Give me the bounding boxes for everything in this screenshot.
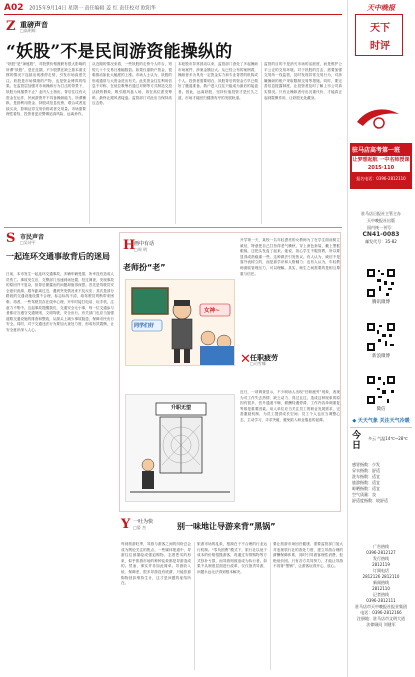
publisher-info [350, 210, 412, 245]
weather-index: 穿衣指数：舒适 [352, 468, 380, 473]
cartoon-speech-bubble: 同学们好 [134, 323, 155, 329]
weather-index: 晾晒指数：适宜 [352, 486, 380, 491]
ad-phone: 报名电话：0396-2812110 [356, 176, 406, 181]
teacher-cartoon-image [125, 279, 235, 366]
qr-code-icon[interactable] [366, 268, 396, 298]
contact-line: 0396-2812111 [366, 598, 396, 603]
mid2-article-body: 近日，一项调查显示，不少职场人出现“任职疲劳”现象，表现为对工作失去热情、缺乏动力、得过且过。造成这种现象的原因有很多，晋升通道不畅、薪酬待遇停滞、工作内容单调重复等都是重要因素。用人单位应当关注员工的职业发展需求，完善激励机制，为员工提供成长空间；员工个人也应当调整心态，主动学习，寻求突破，避免陷入职业倦怠的泥潭。 [240, 390, 340, 422]
section-headline: 一起连环交通事故背后的迷局 [6, 251, 110, 261]
section-author: □高明辉 [20, 28, 36, 33]
ad-slogan: 让梦想起航 一中名师授课 2015·110 [352, 157, 410, 171]
main-headline: “妖股”不是民间游资能操纵的 [6, 42, 233, 62]
section-bottom-label [121, 517, 341, 539]
contact-line: 法律顾问 刘建军 [366, 622, 396, 627]
cartoon-sign: 升职无望 [170, 405, 191, 411]
weather-day: 今日 [352, 431, 362, 451]
contact-line: 记者热线 [373, 592, 389, 597]
mid-article-body: 开学第一天，某校一名年轻漂亮的女教师为了在学生面前树立威信，特意把自己打扮得老气横秋，穿上深色套装，戴上黑框眼镜，还把头发盘了起来。她说，担心学生不服管教，所以要显得成熟稳重一些。这种做法引发热议。有人认为，威信不是靠外表树立的，而是靠学识和人格魅力；也有人认为，年轻教师面临管理压力，可以理解。其实，师生之间需要的是相互尊重与信任。 [240, 238, 340, 276]
contact-line: 新闻热线 [373, 580, 389, 585]
weather-index: 感冒指数：少发 [352, 462, 380, 467]
fatigue-cartoon-image [125, 394, 235, 502]
contact-line: 订阅电话 [373, 568, 389, 573]
contact-line: 2812110 [372, 586, 390, 591]
section-marker: S [6, 231, 16, 246]
section-headline: 任职疲劳 [250, 354, 278, 362]
section-author: □周 明 [134, 247, 148, 252]
weather-box [350, 414, 412, 503]
qr-label: 新浪微博 [372, 354, 390, 359]
weather-index: 旅游指数：适宜 [352, 480, 380, 485]
contact-line: 电话：0396-2812166 [360, 610, 402, 615]
contact-line: 发行热线 [373, 556, 389, 561]
contact-line: 2812126 2812110 [362, 574, 400, 579]
page-title-line2: 时评 [370, 41, 390, 52]
section-headline: 别一味地让导游来背“黑锅” [177, 522, 276, 531]
column-divider [270, 542, 271, 670]
fatigue-cartoon-illustration [126, 395, 235, 502]
main-article-col1: “妖股”是“神秘股”，对股票价格涨跌有很大影响的所谓“妖股”，是在近期，不少股票在缺乏基本面支撑的情况下连续出现涨停走势，引发市场高度关注。妖股是市场情绪的产物，也是资金博弈的结果。在监管层加强对市场操纵行为打击的背景下，妖股为何屡禁不止？业内人士指出，背后往往有大资金在运作，民间游资并不具备操纵能力。所谓操纵，是指利用资金、持股或信息优势，联合或者连续买卖，影响证券交易价格或者交易量。市场需要理性看待，投资者更应警惕追高风险，远离炒作。 [6, 62, 86, 117]
column-divider [194, 542, 195, 670]
bottom-article-col2: 旅游市场的乱象，根源在于不合理的行业运行机制。“零负团费”模式下，旅行社以低于成本的价格招揽游客，再通过安排购物等方式弥补亏损，而导游则被迫成为执行者。如果不从制度层面进行改革，仅仅指责导游，问题永远无法得到根本解决。 [197, 542, 267, 574]
publisher-info-line: 驻马店日报社主管主办 [361, 211, 401, 216]
section-mid2-label [240, 352, 340, 386]
left-article-body: 日前，本市发生一起连环交通事故，多辆车辆受损，所幸没有造成人员伤亡。事故发生后，交警部门迅速到场处置，经过调查，发现事故的原因并不复杂，但背后暴露出的问题却值得深思。首先是驾驶员安全意识淡薄，跟车距离过近，遇到突发情况来不及反应；其次是部分路段的交通设施设置不合理，标志标线不清，给驾驶员判断带来困难；再者，一些驾驶员存在侥幸心理，开车时接打电话、玩手机，注意力不集中。这起事故提醒我们，交通安全无小事，每一位交通参与者都应当遵守交通规则，文明驾驶，安全出行。有关部门也应当加强道路交通设施的排查和整改，从源头上减少事故隐患，保障市民出行安全。同时，对于交通违法行为要加大查处力度，形成有效震慑，让安全意识深入人心。 [6, 272, 114, 332]
weather-index: 空气质量：良 [352, 492, 376, 497]
main-article-col4: 监管的目的不是消灭市场的活跃度，而是维护公平公正的交易环境。对于妖股的打击，需要加强交易所一线监管，及时发现异常交易行为，对涉嫌操纵的账户采取限制交易等措施。同时，要完善信息披露制度，让投资者及时了解上市公司真实情况。只有让操纵者付出沉重代价，才能真正起到震慑作用，让妖股无处藏身。 [264, 62, 342, 100]
bottom-article-col1: 每到旅游旺季，导游与游客之间的纠纷总会成为舆论关注的焦点。一些媒体报道中，导游往往被描绘成强迫购物、态度恶劣的形象，似乎旅游市场的种种乱象都是导游造成的。然而，事实并非如此简单。导游收入低、保障差，很多导游没有底薪，只能依靠购物回扣维持生计，这才是问题的症结所在。 [121, 542, 191, 586]
section-title: 一吐为快 [133, 519, 154, 525]
section-marker: Z [6, 19, 16, 34]
section-author: □晏 杰 [133, 525, 147, 530]
section-author: □司雪娜 [250, 361, 266, 366]
column-divider [89, 62, 90, 224]
section-headline: 老师扮“老” [123, 263, 166, 272]
publisher-info-line: CN41-0083 [362, 231, 400, 238]
section-marker-icon: ✕ [240, 352, 251, 367]
section-title: 重磅声音 [20, 21, 48, 29]
contact-line: 广告热线 [373, 544, 389, 549]
contact-listing [350, 544, 412, 628]
main-article-col3: 本轮股市异常波动以来，监管部门查处了多起操纵市场案件，涉案金额巨大。从已经公布的案例看，操纵者多为具有一定资金实力和专业背景的机构或个人。投资者需要明白，妖股背后的资金方早已做好了撤退准备，散户进入往往只能成为最后的接盘者。因此，远离妖股、坚持价值投资才是长久之道，市场才能回归健康有序的发展轨道。 [178, 62, 258, 100]
main-article-col2: 从近期的情况来看，一些妖股的走势令人咋舌，短短几十个交易日涨幅数倍。如果仅靠散户资金，很难推动如此大幅度的上涨。市场人士认为，妖股的形成通常与大资金进出有关。此类资金往往利用信息不对称，在低位吸筹后通过对倒等方式制造交投活跃的假象，吸引跟风盘入场，再在高位派发筹码，最终让跟风者接盘。监管部门对此应当保持高压态势。 [92, 62, 172, 106]
publisher-info-line: 天中晚报社出版 [367, 218, 395, 223]
section-mid-label [123, 238, 203, 274]
section-title: 市民声音 [20, 234, 45, 241]
page-title-line1: 天下 [370, 23, 390, 34]
publisher-info-line: 国内统一刊号： [367, 225, 395, 230]
cartoon-speech-bubble: 女神~ [204, 308, 220, 314]
section-marker: H [123, 238, 136, 253]
qr-label: 腾讯微博 [372, 300, 390, 305]
section-left-label [6, 231, 116, 265]
contact-line: 0396-2812127 [366, 550, 396, 555]
newspaper-brand: 天中晚报 [367, 4, 395, 12]
weather-desc: 多云 气温14℃~28℃ [368, 436, 408, 441]
contact-line: 2812119 [372, 562, 390, 567]
section-divider [4, 227, 342, 228]
qr-code-icon[interactable] [366, 375, 396, 405]
column-divider [175, 62, 176, 224]
header-rule [4, 14, 342, 15]
qr-code-icon[interactable] [366, 322, 396, 352]
section-top-label [6, 19, 126, 33]
page-number: A02 [4, 3, 24, 13]
publisher-info-line: 邮发代号：35-82 [365, 239, 397, 244]
qr-label: 微信 [376, 407, 386, 412]
weather-title: ◆ 天天气象 关注天气冷暖 [350, 414, 412, 428]
page-title-box [355, 14, 403, 56]
weather-index: 洗车指数：适宜 [352, 474, 380, 479]
header-meta: 2015年9月14日 星期一 责任编辑 姜 红 责任校对 欧阳华 [29, 5, 156, 12]
column-divider [261, 62, 262, 224]
contact-line: 注册地：驻马店市文明大道 [357, 616, 405, 621]
section-author: □吴诗平 [20, 240, 36, 245]
ad-headline: 驻马店高考第一班 [352, 147, 401, 154]
red-swoosh-logo-icon [355, 104, 401, 132]
weather-index: 舒适度指数：较舒适 [352, 498, 388, 503]
section-title: 画中有话 [134, 241, 155, 247]
bottom-article-col3: 要让旅游市场回归健康，需要监管部门加大对违规旅行社的查处力度，建立导游合理的薪酬保障体系，同时引导游客理性消费，拒绝低价团。只有各方共同努力，才能让导游不再背“黑锅”，让游客玩得开心、放心。 [273, 542, 343, 569]
section-marker: Y [121, 517, 131, 532]
weather-indices [352, 462, 412, 504]
advertisement-box[interactable] [350, 143, 412, 189]
contact-line: 驻马店市天中晚报社报业集团 [355, 604, 407, 609]
